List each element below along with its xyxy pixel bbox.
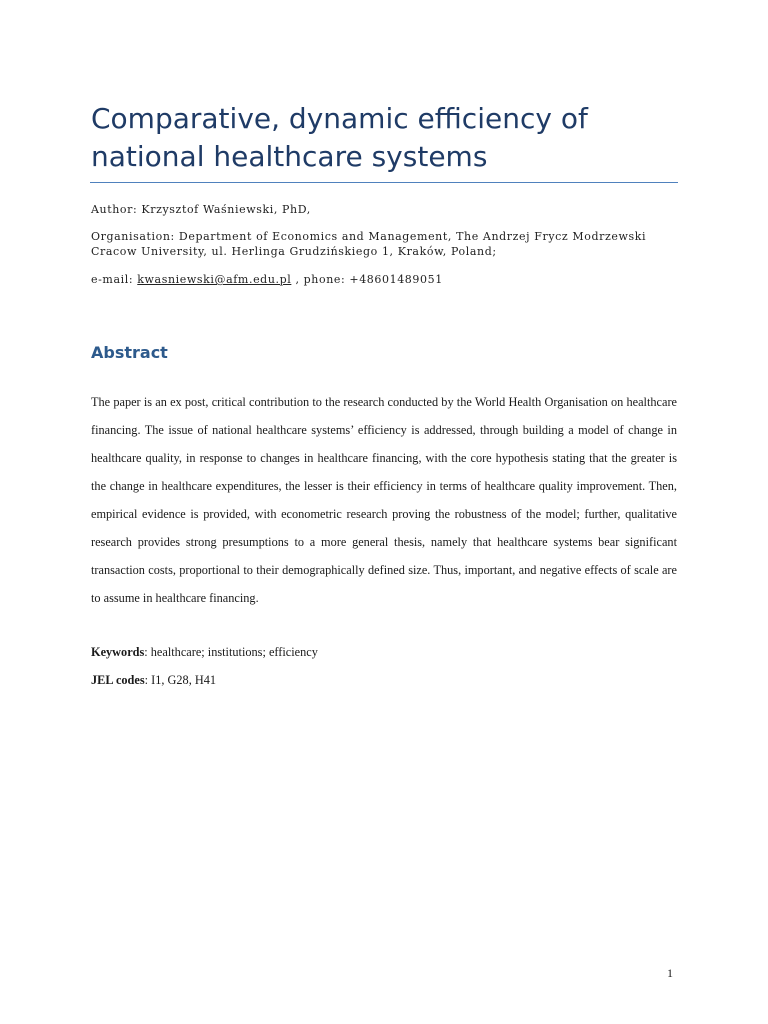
jel-codes-line <box>91 673 216 688</box>
abstract-body: The paper is an ex post, critical contribution to the research conducted by the World Health Organisation on healthcare financing. The issue of national healthcare systems’ efficiency is addressed, through building a model of change in healthcare quality, in response to changes in healthcare financing, with the core hypothesis stating that the greater is the change in healthcare expenditures, the lesser is their efficiency in terms of healthcare quality improvement. Then, empirical evidence is provided, with econometric research proving the robustness of the model; further, qualitative research provides strong presumptions to a more general thesis, namely that healthcare systems bear significant transaction costs, proportional to their demographically defined size. Thus, important, and negative effects of scale are to assume in healthcare financing. <box>91 395 677 605</box>
phone-text: , phone: +48601489051 <box>291 273 443 286</box>
page-number: 1 <box>667 966 673 980</box>
keywords-value: : healthcare; institutions; efficiency <box>144 645 318 659</box>
email-link[interactable]: kwasniewski@afm.edu.pl <box>137 273 292 286</box>
keywords-line <box>91 645 318 660</box>
paper-title: Comparative, dynamic efficiency of national healthcare systems <box>91 102 588 173</box>
abstract-heading: Abstract <box>91 343 168 362</box>
title-divider <box>90 182 678 183</box>
contact-line <box>91 272 681 287</box>
author-line: Author: Krzysztof Waśniewski, PhD, <box>91 203 311 216</box>
jel-codes-value: : I1, G28, H41 <box>144 673 217 687</box>
email-prefix: e-mail: <box>91 273 138 286</box>
organisation-line: Organisation: Department of Economics and Management, The Andrzej Frycz Modrzewski Cracow University, ul. Herlinga Grudzińskiego 1, Kraków, Poland; <box>91 230 647 258</box>
jel-codes-label: JEL codes <box>91 673 145 687</box>
keywords-label: Keywords <box>91 645 145 659</box>
